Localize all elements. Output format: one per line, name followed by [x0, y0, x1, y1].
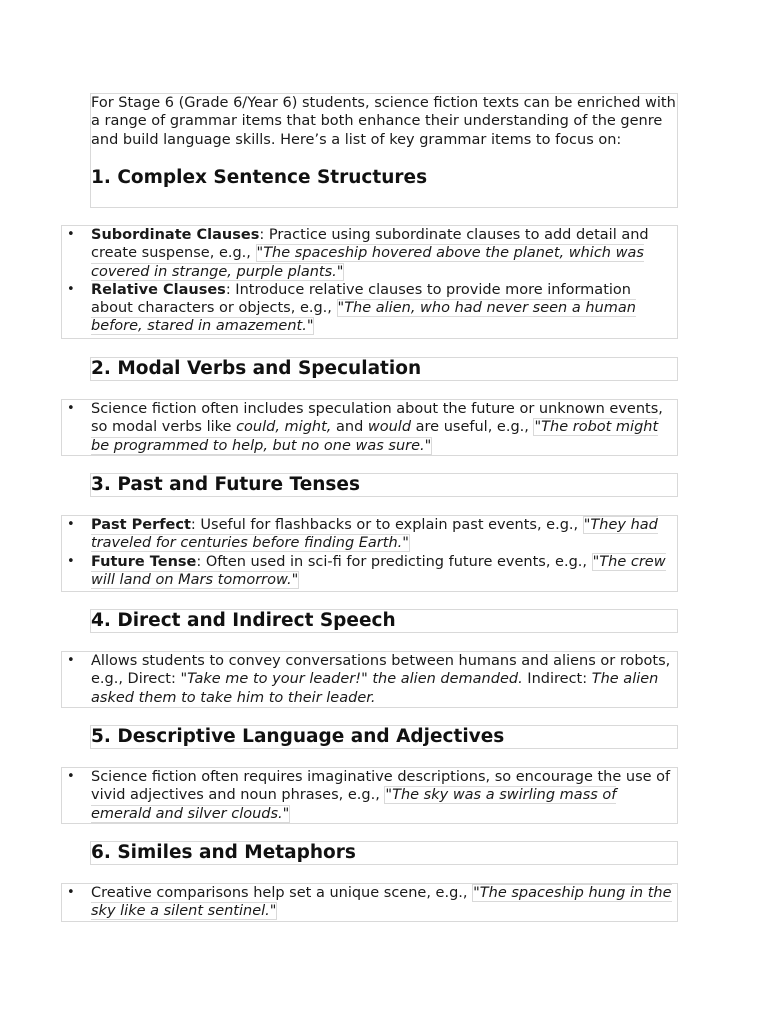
list-item: • Future Tense: Often used in sci-fi for predicting future events, e.g., "The crew will land on Mars tomorrow." — [91, 553, 677, 590]
heading-block-4 — [90, 609, 678, 633]
section-list-3 — [61, 515, 678, 592]
section-list-2 — [61, 399, 678, 456]
list-item: • Creative comparisons help set a unique scene, e.g., "The spaceship hung in the sky like a silent sentinel." — [91, 884, 677, 921]
intro-paragraph: For Stage 6 (Grade 6/Year 6) students, science fiction texts can be enriched with a range of grammar items that both enhance their understanding of the genre and build language skills. Here’s a list of key grammar items to focus on: — [91, 95, 676, 148]
heading-block-2 — [90, 357, 678, 381]
intro-block — [90, 93, 678, 208]
section-list-1 — [61, 225, 678, 339]
section-heading-1: 1. Complex Sentence Structures — [91, 166, 428, 188]
heading-block-3 — [90, 473, 678, 497]
list-item: • Allows students to convey conversations between humans and aliens or robots, e.g., Direct: "Take me to your leader!" the alien demanded. Indirect: The alien asked them to take him to their leader. — [91, 652, 677, 707]
section-heading-3: 3. Past and Future Tenses — [91, 474, 360, 495]
section-heading-4: 4. Direct and Indirect Speech — [91, 610, 396, 631]
section-list-6 — [61, 883, 678, 922]
list-item: • Subordinate Clauses: Practice using subordinate clauses to add detail and create suspense, e.g., "The spaceship hovered above the planet, which was covered in strange, purple plants." — [91, 226, 677, 281]
heading-block-6 — [90, 841, 678, 865]
list-item: • Science fiction often includes speculation about the future or unknown events, so modal verbs like could, might, and would are useful, e.g., "The robot might be programmed to help, but no one was sure." — [91, 400, 677, 455]
section-heading-6: 6. Similes and Metaphors — [91, 842, 356, 863]
section-heading-5: 5. Descriptive Language and Adjectives — [91, 726, 505, 747]
section-list-4 — [61, 651, 678, 708]
list-item: • Relative Clauses: Introduce relative clauses to provide more information about characters or objects, e.g., "The alien, who had never seen a human before, stared in amazement." — [91, 281, 677, 336]
heading-block-5 — [90, 725, 678, 749]
list-item: • Science fiction often requires imaginative descriptions, so encourage the use of vivid adjectives and noun phrases, e.g., "The sky was a swirling mass of emerald and silver clouds." — [91, 768, 677, 823]
list-item: • Past Perfect: Useful for flashbacks or to explain past events, e.g., "They had traveled for centuries before finding Earth." — [91, 516, 677, 553]
section-list-5 — [61, 767, 678, 824]
section-heading-2: 2. Modal Verbs and Speculation — [91, 358, 422, 379]
